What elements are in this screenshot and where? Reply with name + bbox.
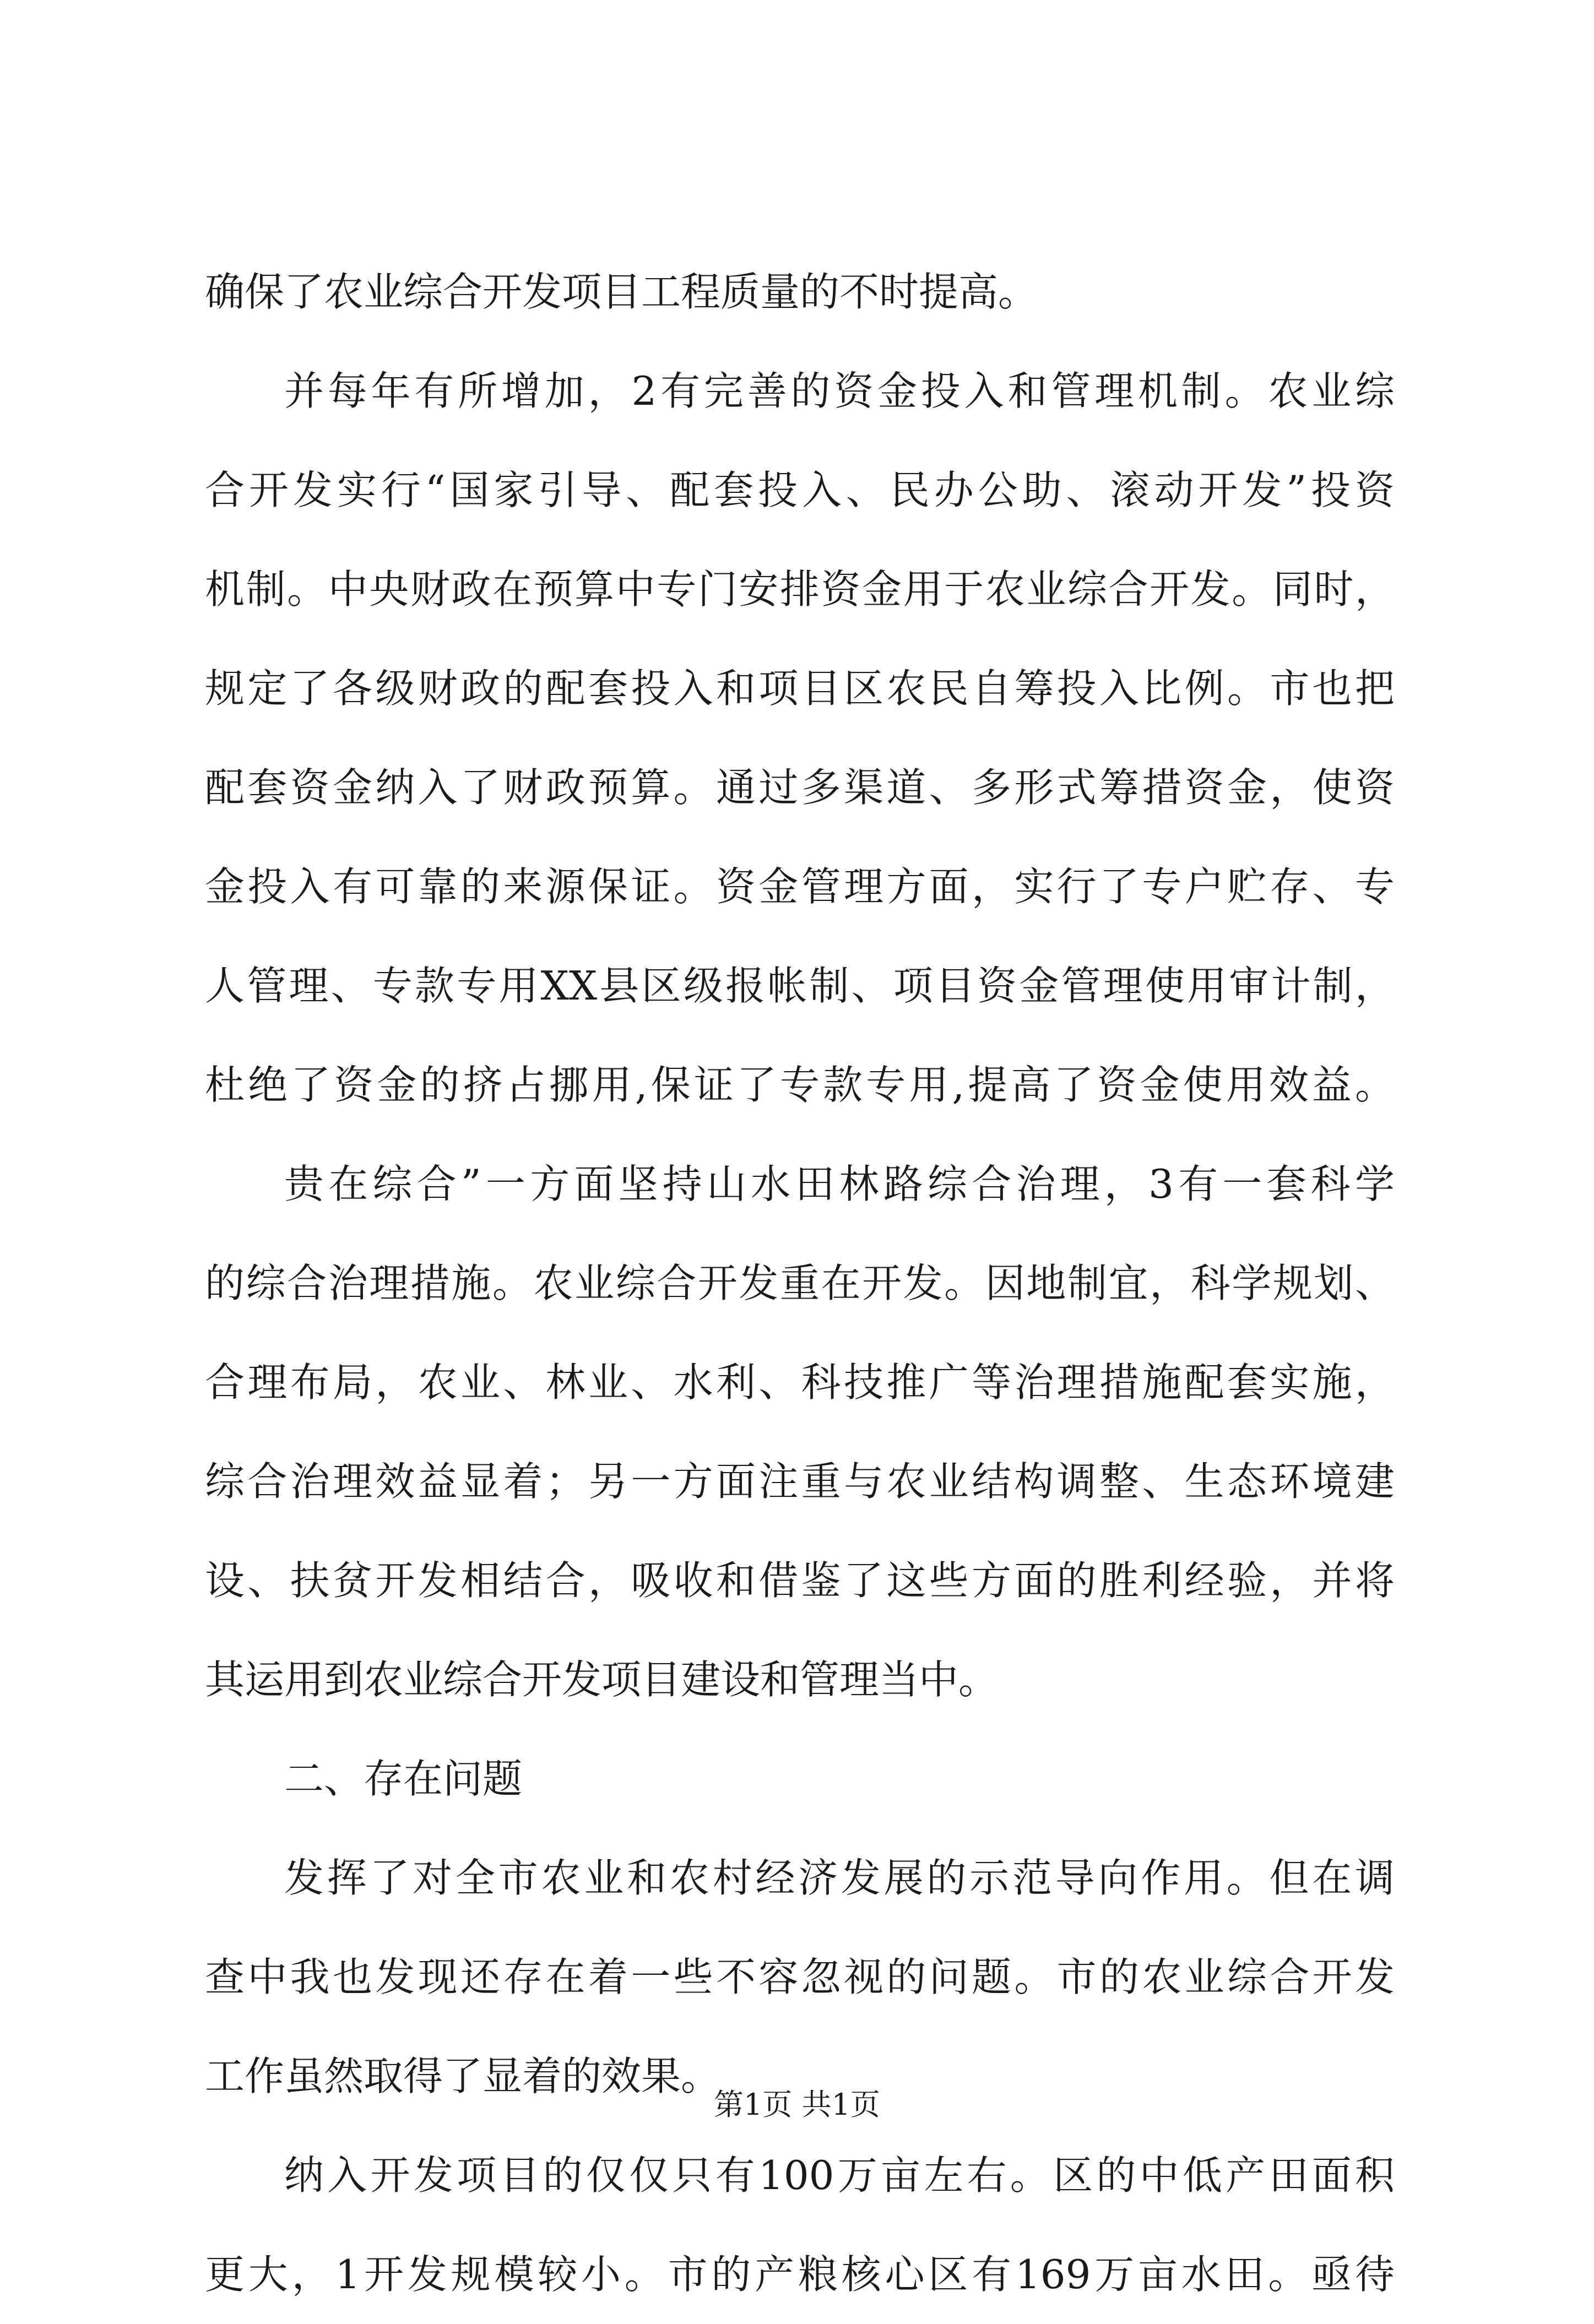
section-heading: 二、存在问题 bbox=[284, 1756, 523, 1802]
text-line: 确保了农业综合开发项目工程质量的不时提高。 bbox=[205, 269, 1038, 315]
text-line: 合理布局，农业、林业、水利、科技推广等治理措施配套实施， bbox=[205, 1359, 1395, 1405]
text-line: 并每年有所增加，2有完善的资金投入和管理机制。农业综 bbox=[284, 368, 1395, 414]
text-line: 配套资金纳入了财政预算。通过多渠道、多形式筹措资金，使资 bbox=[205, 764, 1395, 811]
text-line: 的综合治理措施。农业综合开发重在开发。因地制宜，科学规划、 bbox=[205, 1260, 1395, 1306]
text-line: 纳入开发项目的仅仅只有100万亩左右。区的中低产田面积 bbox=[284, 2152, 1395, 2198]
document-body bbox=[205, 242, 1395, 2324]
text-line: 综合治理效益显着；另一方面注重与农业结构调整、生态环境建 bbox=[205, 1458, 1395, 1505]
text-line: 其运用到农业综合开发项目建设和管理当中。 bbox=[205, 1657, 999, 1703]
text-line: 杜绝了资金的挤占挪用,保证了专款专用,提高了资金使用效益。 bbox=[205, 1062, 1395, 1108]
text-line: 设、扶贫开发相结合，吸收和借鉴了这些方面的胜利经验，并将 bbox=[205, 1557, 1395, 1604]
text-line: 贵在综合”一方面坚持山水田林路综合治理，3有一套科学 bbox=[284, 1161, 1395, 1207]
text-line: 金投入有可靠的来源保证。资金管理方面，实行了专户贮存、专 bbox=[205, 864, 1395, 910]
text-line: 工作虽然取得了显着的效果。 bbox=[205, 2053, 721, 2099]
text-line: 查中我也发现还存在着一些不容忽视的问题。市的农业综合开发 bbox=[205, 1954, 1395, 2000]
text-line: 更大，1开发规模较小。市的产粮核心区有169万亩水田。亟待 bbox=[205, 2251, 1395, 2298]
text-line: 规定了各级财政的配套投入和项目区农民自筹投入比例。市也把 bbox=[205, 665, 1395, 712]
page-number-footer: 第1页 共1页 bbox=[714, 2087, 880, 2122]
text-line: 人管理、专款专用XX县区级报帐制、项目资金管理使用审计制， bbox=[205, 963, 1395, 1009]
text-line: 发挥了对全市农业和农村经济发展的示范导向作用。但在调 bbox=[284, 1855, 1395, 1901]
text-line: 机制。中央财政在预算中专门安排资金用于农业综合开发。同时， bbox=[205, 566, 1395, 612]
text-line: 合开发实行“国家引导、配套投入、民办公助、滚动开发”投资 bbox=[205, 467, 1395, 513]
